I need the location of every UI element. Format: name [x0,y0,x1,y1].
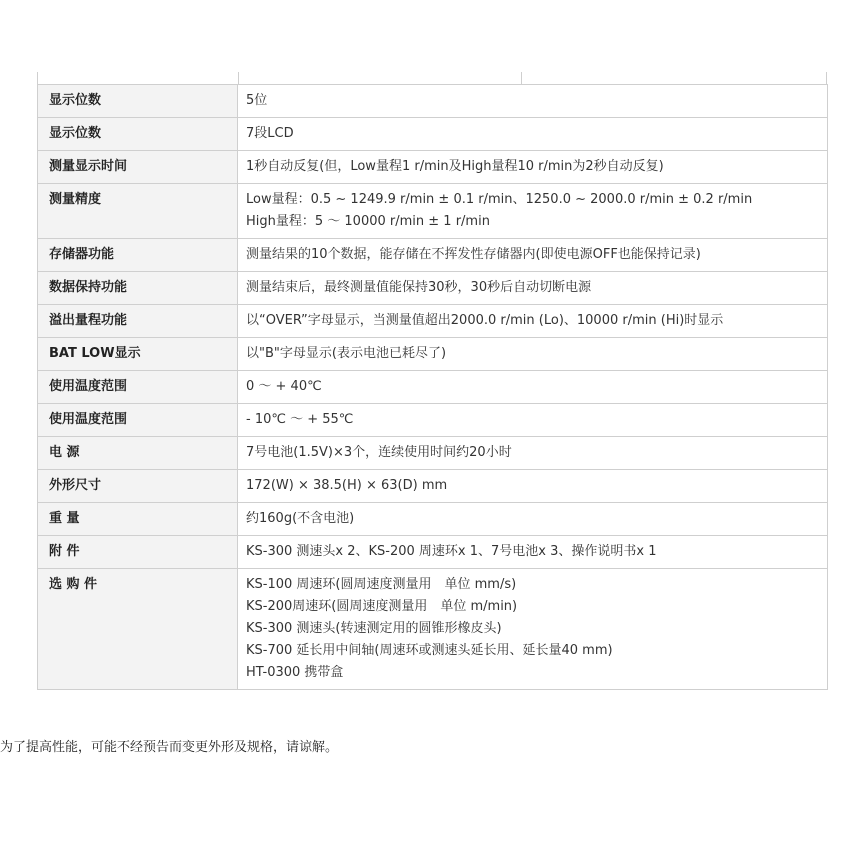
spec-value-line: - 10℃ ～ + 55℃ [246,412,354,427]
spec-value-line: KS-700 延长用中间轴(周速环或测速头延长用、延长量40 mm) [246,643,613,658]
spec-value [238,272,828,305]
spec-label: BAT LOW显示 [38,338,238,371]
spec-value-line: High量程：5 ～ 10000 r/min ± 1 r/min [246,214,490,229]
spec-value-line: HT-0300 携带盒 [246,665,344,680]
spec-value [238,569,828,690]
table-row [38,470,828,503]
spec-table [37,84,828,690]
spec-value-line: 以"B"字母显示(表示电池已耗尽了) [246,346,447,361]
spec-value [238,437,828,470]
table-row [38,437,828,470]
spec-value-line: 测量结果的10个数据，能存储在不挥发性存储器内(即使电源OFF也能保持记录) [246,247,701,262]
spec-label: 使用温度范围 [38,371,238,404]
column-divider [238,72,239,84]
table-row [38,404,828,437]
spec-value [238,404,828,437]
spec-value [238,239,828,272]
spec-value-line: Low量程：0.5 ~ 1249.9 r/min ± 0.1 r/min、1250.0 ~ 2000.0 r/min ± 0.2 r/min [246,192,753,207]
table-row [38,151,828,184]
spec-label: 存储器功能 [38,239,238,272]
spec-value [238,536,828,569]
spec-value-line: 7段LCD [246,126,294,141]
spec-label: 附 件 [38,536,238,569]
table-row [38,118,828,151]
spec-value-line: 1秒自动反复(但，Low量程1 r/min及High量程10 r/min为2秒自动反复) [246,159,664,174]
spec-value [238,184,828,239]
spec-value-line: KS-300 测速头x 2、KS-200 周速环x 1、7号电池x 3、操作说明书x 1 [246,544,657,559]
spec-table-body [38,85,828,690]
spec-value-line: KS-300 测速头(转速测定用的圆锥形橡皮头) [246,621,502,636]
spec-value [238,371,828,404]
table-row [38,305,828,338]
spec-value-line: 172(W) × 38.5(H) × 63(D) mm [246,478,448,493]
table-row [38,536,828,569]
spec-value-line: 测量结束后，最终测量值能保持30秒，30秒后自动切断电源 [246,280,592,295]
table-row [38,503,828,536]
spec-value [238,503,828,536]
spec-label: 数据保持功能 [38,272,238,305]
spec-label: 使用温度范围 [38,404,238,437]
spec-label: 溢出量程功能 [38,305,238,338]
table-row [38,239,828,272]
table-row [38,85,828,118]
spec-value-line: 以“OVER”字母显示，当测量值超出2000.0 r/min (Lo)、10000 r/min (Hi)时显示 [246,313,724,328]
spec-label: 测量显示时间 [38,151,238,184]
column-divider [521,72,522,84]
spec-value [238,470,828,503]
spec-value [238,305,828,338]
spec-label: 外形尺寸 [38,470,238,503]
spec-label: 选 购 件 [38,569,238,690]
table-row [38,272,828,305]
spec-label: 电 源 [38,437,238,470]
table-row [38,338,828,371]
spec-value-line: 0 ～ + 40℃ [246,379,322,394]
spec-label: 测量精度 [38,184,238,239]
table-row [38,184,828,239]
spec-value-line: KS-200周速环(圆周速度测量用 单位 m/min) [246,599,518,614]
spec-value-line: 5位 [246,93,268,108]
spec-value [238,338,828,371]
table-row [38,569,828,690]
spec-value [238,118,828,151]
footnote: 为了提高性能，可能不经预告而变更外形及规格，请谅解。 [0,740,339,755]
spec-value [238,85,828,118]
spec-value-line: 约160g(不含电池) [246,511,355,526]
spec-label: 显示位数 [38,118,238,151]
spec-label: 重 量 [38,503,238,536]
spec-value [238,151,828,184]
table-top-edge [37,72,827,84]
spec-label: 显示位数 [38,85,238,118]
spec-value-line: 7号电池(1.5V)×3个，连续使用时间约20小时 [246,445,512,460]
table-row [38,371,828,404]
spec-value-line: KS-100 周速环(圆周速度测量用 单位 mm/s) [246,577,517,592]
